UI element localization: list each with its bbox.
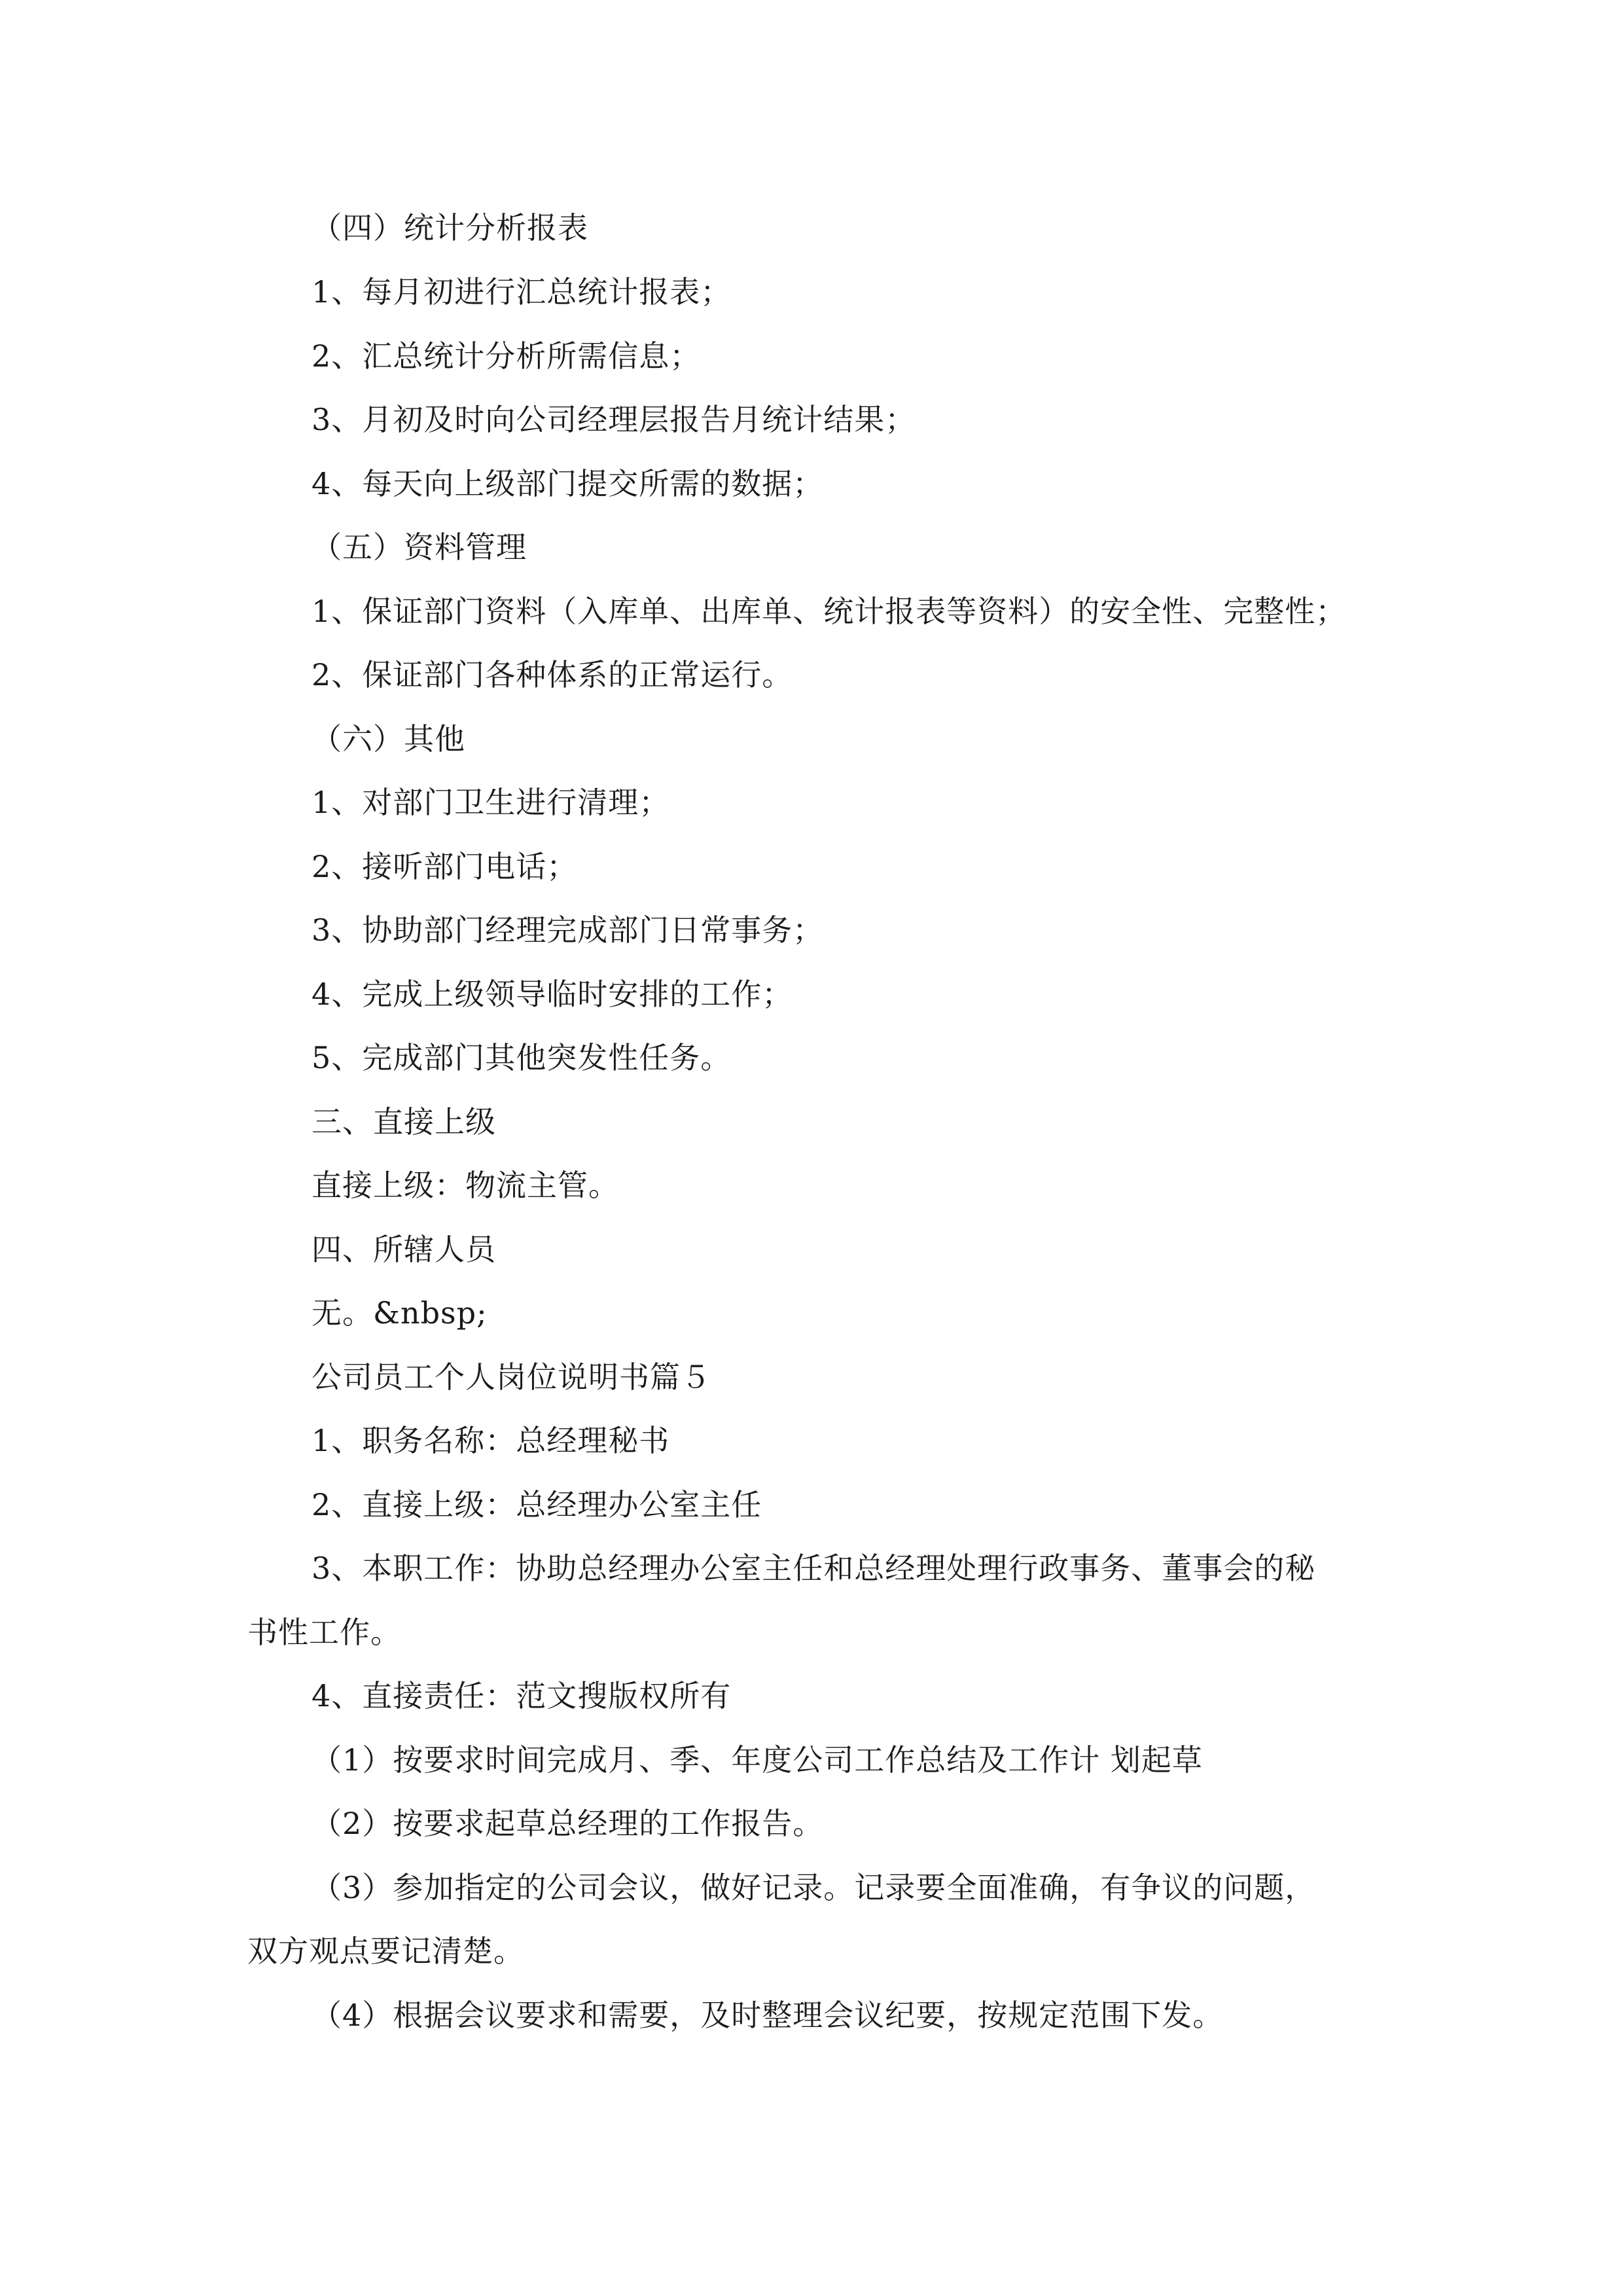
paragraph-line: 4、每天向上级部门提交所需的数据； — [312, 466, 824, 501]
paragraph-line: （1）按要求时间完成月、季、年度公司工作总结及工作计 划起草 — [312, 1742, 1203, 1778]
paragraph-line: 2、接听部门电话； — [312, 849, 578, 884]
paragraph-line: 3、协助部门经理完成部门日常事务； — [312, 912, 824, 948]
paragraph-line: （2）按要求起草总经理的工作报告。 — [312, 1806, 824, 1841]
paragraph-line: 1、保证部门资料（入库单、出库单、统计报表等资料）的安全性、完整性； — [312, 594, 1347, 629]
section-heading-direct-superior: 三、直接上级 — [312, 1104, 496, 1139]
article-title: 公司员工个人岗位说明书篇５ — [312, 1359, 711, 1395]
section-heading-other: （六）其他 — [312, 721, 465, 757]
paragraph-line: 5、完成部门其他突发性任务。 — [312, 1040, 732, 1075]
paragraph-line: （4）根据会议要求和需要，及时整理会议纪要，按规定范围下发。 — [312, 1998, 1224, 2033]
paragraph-line: 4、直接责任：范文搜版权所有 — [312, 1678, 732, 1713]
paragraph-line: 1、每月初进行汇总统计报表； — [312, 274, 732, 310]
paragraph-line: 直接上级：物流主管。 — [312, 1168, 619, 1203]
paragraph-line: 3、月初及时向公司经理层报告月统计结果； — [312, 402, 916, 437]
paragraph-line-continuation: 书性工作。 — [247, 1615, 401, 1650]
paragraph-line: 1、职务名称：总经理秘书 — [312, 1423, 670, 1458]
section-heading-statistics: （四）统计分析报表 — [312, 210, 588, 245]
paragraph-line: 2、直接上级：总经理办公室主任 — [312, 1487, 762, 1522]
paragraph-line: 2、保证部门各种体系的正常运行。 — [312, 657, 793, 692]
paragraph-line: 3、本职工作：协助总经理办公室主任和总经理处理行政事务、董事会的秘 — [312, 1551, 1316, 1586]
paragraph-line: 1、对部门卫生进行清理； — [312, 785, 670, 820]
paragraph-line: 2、汇总统计分析所需信息； — [312, 338, 701, 374]
paragraph-line: 无。&nbsp; — [312, 1295, 488, 1331]
section-heading-records: （五）资料管理 — [312, 529, 527, 565]
paragraph-line: （3）参加指定的公司会议，做好记录。记录要全面准确，有争议的问题， — [312, 1870, 1316, 1905]
paragraph-line: 4、完成上级领导临时安排的工作； — [312, 977, 793, 1012]
paragraph-line-continuation: 双方观点要记清楚。 — [247, 1933, 524, 1969]
section-heading-subordinates: 四、所辖人员 — [312, 1232, 496, 1267]
